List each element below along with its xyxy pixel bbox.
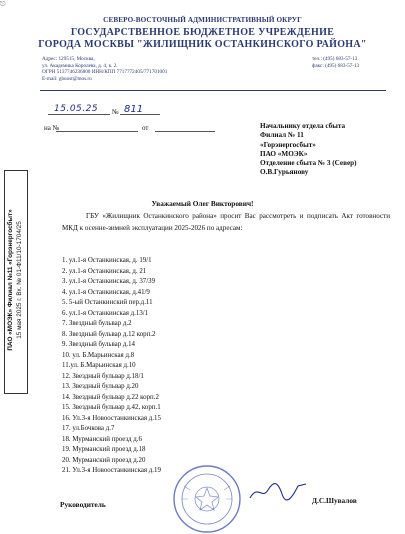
list-item: 3. ул.1-я Останкинская, д. 37/39	[62, 278, 156, 285]
list-item: 7. Звездный бульвар д.2	[62, 320, 132, 327]
org-district: СЕВЕРО-ВОСТОЧНЫЙ АДМИНИСТРАТИВНЫЙ ОКРУГ	[103, 16, 302, 24]
list-item: 15. Звездный бульвар д.42, корп.1	[62, 404, 161, 411]
letter-body: ГБУ «Жилищник Останкинского района» просит Вас рассмотреть и подписать Акт готовности МКД к осенне-зимней эксплуатации 2025-2026 по адресам:	[62, 212, 390, 232]
number-label: №	[112, 108, 119, 116]
recipient-line: Отделение сбыта № 3 (Север)	[260, 159, 357, 168]
org-name: ГОРОДА МОСКВЫ "ЖИЛИЩНИК ОСТАНКИНСКОГО РАЙОНА"	[38, 39, 367, 50]
stamp-line: 15 мая 2025 г. Вх. № 01-Ф11/10-1704/25	[16, 221, 23, 339]
letterhead-divider	[40, 90, 386, 91]
handwritten-signature-icon	[248, 478, 308, 504]
requisites-line: ОГРН 5137746236800 ИНН/КПП 7717772405/771701001	[42, 69, 168, 76]
paperclip-icon: ⎋	[0, 0, 6, 8]
signer-name: Д.С.Шувалов	[312, 496, 357, 505]
list-item: 18. Мурманский проезд д.6	[62, 435, 142, 443]
list-item: 14. Звездный бульвар д.22 корп.2	[62, 393, 159, 401]
recipient-line: Филиал № 11	[260, 131, 304, 140]
list-item: 6. ул.1-я Останкинская д.13/1	[62, 309, 149, 317]
recipient-line: «Горэнергосбыт»	[260, 140, 316, 149]
list-item: 10. ул. Б.Марьинская д.8	[62, 351, 135, 359]
fax-line: факс: (495) 683-57-13	[312, 62, 360, 69]
list-item: 1. ул.1-я Останкинская, д. 19/1	[62, 257, 152, 264]
number-underline	[120, 114, 160, 115]
recipient-line: ПАО «МОЭК»	[260, 149, 308, 158]
ref-underline	[56, 131, 138, 132]
recipient-line: О.В.Гурьянову	[260, 168, 309, 177]
org-phones	[312, 56, 359, 69]
signer-title: Руководитель	[60, 500, 106, 509]
list-item: 11.ул. Б.Марьинская д.10	[62, 362, 136, 369]
ref-label: на №	[44, 124, 60, 132]
recipient-block	[260, 122, 357, 178]
from-label: от	[142, 124, 149, 132]
list-item: 17. ул.Бочкова д.7	[62, 425, 115, 432]
list-item: 19. Мурманский проезд д.18	[62, 446, 146, 453]
address-line: ул. Академика Королева, д. 4, к. 2.	[42, 62, 118, 69]
list-item: 8. Звездный бульвар д.12 корп.2	[62, 330, 156, 338]
greeting: Уважаемый Олег Викторович!	[151, 199, 254, 208]
org-type: ГОСУДАРСТВЕННОЕ БЮДЖЕТНОЕ УЧРЕЖДЕНИЕ	[70, 27, 335, 38]
org-address	[42, 56, 167, 82]
list-item: 9. Звездный бульвар д.14	[62, 341, 136, 348]
list-item: 16. Ул.3-я Новоостанкинская д.15	[62, 414, 161, 422]
list-item: 21. Ул.3-я Новоостанкинская д.19	[62, 467, 161, 474]
official-seal-icon	[172, 464, 242, 534]
address-list	[62, 256, 161, 477]
stamp-line: ПАО «МОЭК» Филиал №11 «Горэнергосбыт»	[7, 209, 14, 351]
list-item: 5. 5-ый Останкинский пер.д.11	[62, 299, 153, 306]
address-line: Адрес: 129515, Москва,	[42, 56, 95, 62]
phone-line: тел.: (495) 683-57-13	[312, 56, 358, 62]
date-underline	[48, 114, 110, 115]
from-underline	[155, 131, 215, 132]
list-item: 13. Звездный бульвар д.20	[62, 383, 139, 390]
list-item: 12. Звездный бульвар д.18/1	[62, 372, 144, 380]
list-item: 4. ул.1-я Останкинская, д.41/9	[62, 288, 150, 296]
list-item: 2. ул.1-я Останкинская, д. 21	[62, 267, 147, 275]
outgoing-number: 811	[124, 104, 144, 115]
list-item: 20. Мурманский проезд д.20	[62, 456, 146, 464]
outgoing-date: 15.05.25	[54, 104, 99, 114]
recipient-line: Начальнику отдела сбыта	[260, 122, 346, 130]
email-line: E-mail: gbuost@mos.ru	[42, 75, 92, 82]
